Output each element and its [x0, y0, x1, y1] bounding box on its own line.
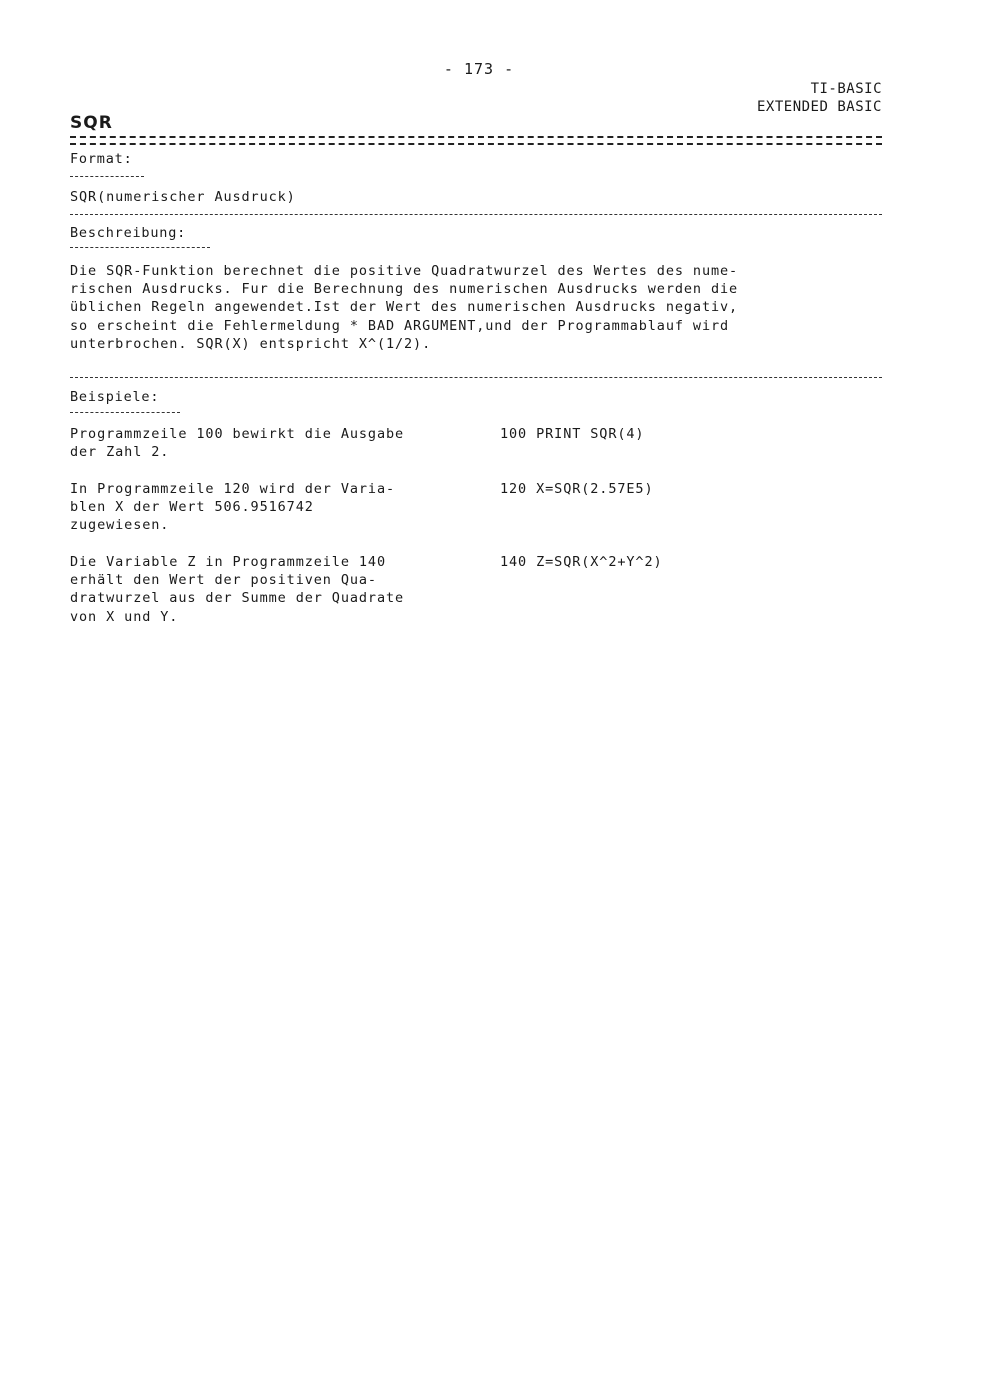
page-title: SQR — [70, 113, 113, 133]
header-line-ti-basic: TI-BASIC — [810, 81, 882, 97]
description-line: unterbrochen. SQR(X) entspricht X^(1/2). — [70, 335, 432, 352]
example-line: von X und Y. — [70, 608, 179, 625]
example-line: In Programmzeile 120 wird der Varia- — [70, 481, 395, 497]
description-label: Beschreibung: — [70, 225, 187, 241]
example-line: der Zahl 2. — [70, 444, 170, 461]
section-divider-description — [70, 377, 882, 378]
example-line: dratwurzel aus der Summe der Quadrate — [70, 590, 405, 607]
description-line: rischen Ausdrucks. Fur die Berechnung des numerischen Ausdrucks werden die — [70, 281, 739, 298]
format-label: Format: — [70, 151, 133, 167]
example-code: 140 Z=SQR(X^2+Y^2) — [500, 554, 663, 570]
example-line: zugewiesen. — [70, 517, 170, 534]
example-description — [70, 480, 490, 535]
description-line: Die SQR-Funktion berechnet die positive Quadratwurzel des Wertes des nume- — [70, 263, 739, 279]
description-line: üblichen Regeln angewendet.Ist der Wert des numerischen Ausdrucks negativ, — [70, 299, 739, 316]
description-body — [70, 262, 882, 353]
example-description — [70, 553, 490, 626]
example-code: 100 PRINT SQR(4) — [500, 426, 645, 442]
description-label-underline — [70, 247, 210, 248]
section-divider-format — [70, 214, 882, 215]
format-label-underline — [70, 176, 144, 177]
example-code: 120 X=SQR(2.57E5) — [500, 481, 654, 497]
header-line-extended-basic: EXTENDED BASIC — [756, 99, 882, 115]
example-line: Programmzeile 100 bewirkt die Ausgabe — [70, 426, 405, 442]
example-line: blen X der Wert 506.9516742 — [70, 499, 314, 516]
header-block — [757, 80, 882, 116]
example-line: Die Variable Z in Programmzeile 140 — [70, 554, 386, 570]
example-line: erhält den Wert der positiven Qua- — [70, 572, 377, 589]
description-line: so erscheint die Fehlermeldung * BAD ARGUMENT,und der Programmablauf wird — [70, 317, 730, 334]
examples-label-underline — [70, 412, 180, 413]
double-rule — [70, 136, 882, 145]
example-description — [70, 425, 490, 461]
page-number: - 173 - — [443, 60, 515, 78]
examples-label: Beispiele: — [70, 389, 160, 405]
format-syntax: SQR(numerischer Ausdruck) — [70, 189, 296, 205]
